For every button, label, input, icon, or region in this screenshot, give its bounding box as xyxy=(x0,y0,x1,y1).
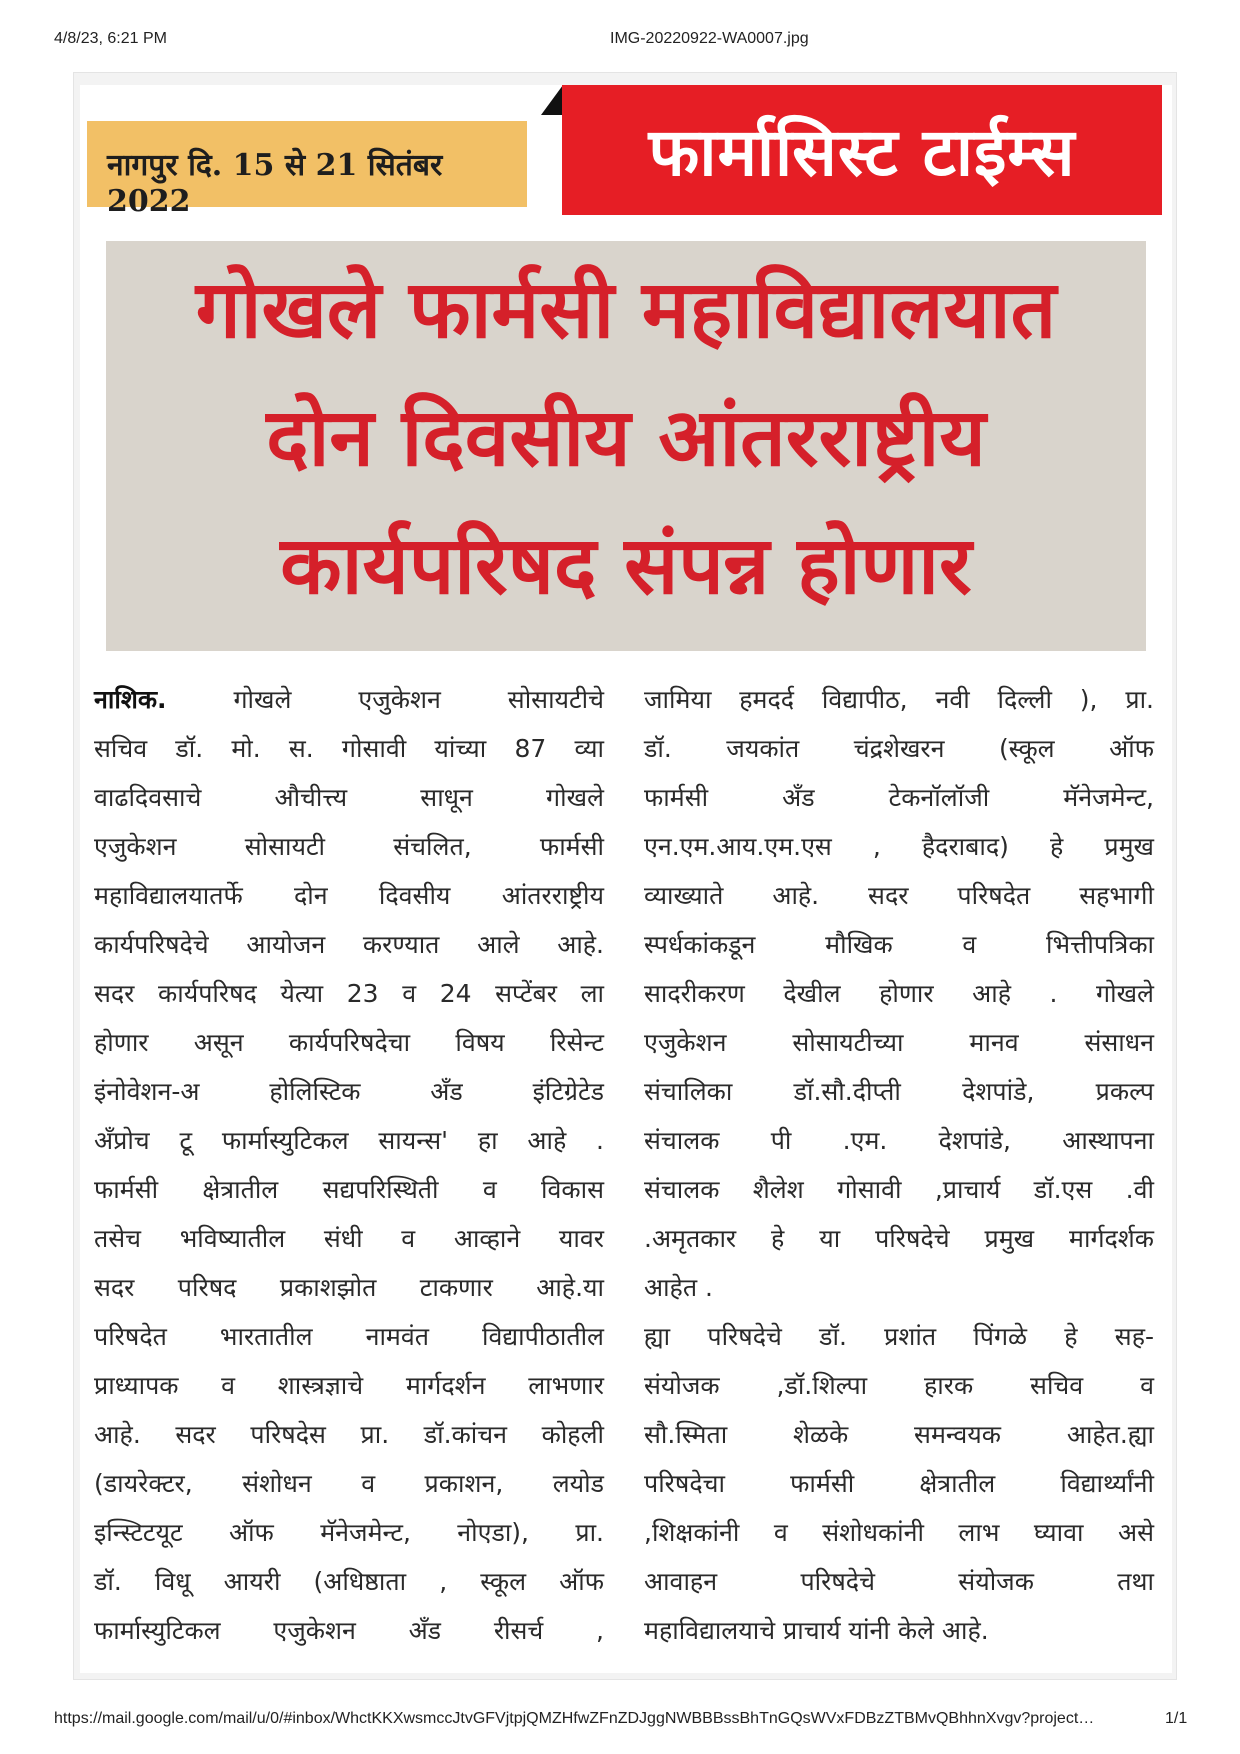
headline-line-2: दोन दिवसीय आंतरराष्ट्रीय xyxy=(266,391,986,484)
article-line: होणार असून कार्यपरिषदेचा विषय रिसेन्ट xyxy=(94,1028,604,1057)
article-line: सदर कार्यपरिषद येत्या 23 व 24 सप्टेंबर ला xyxy=(94,979,604,1008)
article-line: सादरीकरण देखील होणार आहे . गोखले xyxy=(644,979,1154,1008)
article-line: ह्या परिषदेचे डॉ. प्रशांत पिंगळे हे सह- xyxy=(644,1322,1154,1351)
masthead xyxy=(562,85,1162,215)
article-line: स्पर्धकांकडून मौखिक व भित्तीपत्रिका xyxy=(644,930,1154,959)
print-footer xyxy=(0,1700,1240,1740)
article-line: इन्स्टिटयूट ऑफ मॅनेजमेन्ट, नोएडा), प्रा. xyxy=(94,1518,604,1547)
article-line: संचालक पी .एम. देशपांडे, आस्थापना xyxy=(644,1126,1154,1155)
article-line: व्याख्याते आहे. सदर परिषदेत सहभागी xyxy=(644,881,1154,910)
print-filename: IMG-20220922-WA0007.jpg xyxy=(610,30,809,47)
article-column-left xyxy=(94,675,604,1655)
print-url: https://mail.google.com/mail/u/0/#inbox/WhctKKXwsmccJtvGFVjtpjQMZHfwZFnZDJggNWBBBssBhTnGQsWVxFDBzZTBMvQBhhnXvgv?project… xyxy=(54,1710,1095,1727)
article-line: सौ.स्मिता शेळके समन्वयक आहेत.ह्या xyxy=(644,1420,1154,1449)
headline-line-3: कार्यपरिषद संपन्न होणार xyxy=(280,519,972,612)
article-line: अँप्रोच टू फार्मास्युटिकल सायन्स' हा आहे . xyxy=(94,1126,604,1155)
article-line: तसेच भविष्यातील संधी व आव्हाने यावर xyxy=(94,1224,604,1253)
dateline-band xyxy=(87,121,527,219)
article-first-line: गोखले एजुकेशन सोसायटीचे xyxy=(166,685,604,714)
article-line: .अमृतकार हे या परिषदेचे प्रमुख मार्गदर्शक xyxy=(644,1224,1154,1253)
article-line: फार्मास्युटिकल एजुकेशन अँड रीसर्च , xyxy=(94,1616,604,1645)
print-datetime: 4/8/23, 6:21 PM xyxy=(54,30,167,47)
print-header xyxy=(0,0,1240,80)
article-line: फार्मसी अँड टेकनॉलॉजी मॅनेजमेन्ट, xyxy=(644,783,1154,812)
article-line: डॉ. विधू आयरी (अधिष्ठाता , स्कूल ऑफ xyxy=(94,1567,604,1596)
article-line: फार्मसी क्षेत्रातील सद्यपरिस्थिती व विकास xyxy=(94,1175,604,1204)
headline-line-1: गोखले फार्मसी महाविद्यालयात xyxy=(195,263,1057,356)
print-page-number: 1/1 xyxy=(1165,1710,1188,1727)
article-line: सदर परिषद प्रकाशझोत टाकणार आहे.या xyxy=(94,1273,604,1302)
article-line: जामिया हमदर्द विद्यापीठ, नवी दिल्ली ), प्रा. xyxy=(644,685,1154,714)
article-line: एजुकेशन सोसायटी संचलित, फार्मसी xyxy=(94,832,604,861)
clipping-page xyxy=(80,85,1172,1673)
issue-dateline: नागपुर दि. 15 से 21 सितंबर 2022 xyxy=(107,148,443,219)
article-line: संयोजक ,डॉ.शिल्पा हारक सचिव व xyxy=(644,1371,1154,1400)
article-line xyxy=(94,675,604,724)
article-line: वाढदिवसाचे औचीत्त्य साधून गोखले xyxy=(94,783,604,812)
article-place: नाशिक. xyxy=(94,685,167,714)
article-line: ,शिक्षकांनी व संशोधकांनी लाभ घ्यावा असे xyxy=(644,1518,1154,1547)
article-line: इंनोवेशन-अ होलिस्टिक अँड इंटिग्रेटेड xyxy=(94,1077,604,1106)
article-line: डॉ. जयकांत चंद्रशेखरन (स्कूल ऑफ xyxy=(644,734,1154,763)
article-line: परिषदेचा फार्मसी क्षेत्रातील विद्यार्थ्यांनी xyxy=(644,1469,1154,1498)
article-line: आवाहन परिषदेचे संयोजक तथा xyxy=(644,1567,1154,1596)
article-line: महाविद्यालयाचे प्राचार्य यांनी केले आहे. xyxy=(644,1616,989,1645)
article-line: संचालिका डॉ.सौ.दीप्ती देशपांडे, प्रकल्प xyxy=(644,1077,1154,1106)
article-line: महाविद्यालयातर्फे दोन दिवसीय आंतरराष्ट्रीय xyxy=(94,881,604,910)
article-line: आहेत . xyxy=(644,1273,713,1302)
article-line: परिषदेत भारतातील नामवंत विद्यापीठातील xyxy=(94,1322,604,1351)
article-line: एजुकेशन सोसायटीच्या मानव संसाधन xyxy=(644,1028,1154,1057)
newspaper-clipping xyxy=(73,72,1177,1680)
masthead-corner xyxy=(541,85,563,115)
article-line: संचालक शैलेश गोसावी ,प्राचार्य डॉ.एस .वी xyxy=(644,1175,1154,1204)
article-line: प्राध्यापक व शास्त्रज्ञाचे मार्गदर्शन लाभणार xyxy=(94,1371,604,1400)
article-line: एन.एम.आय.एम.एस , हैदराबाद) हे प्रमुख xyxy=(644,832,1154,861)
article-line: सचिव डॉ. मो. स. गोसावी यांच्या 87 व्या xyxy=(94,734,604,763)
headline-box xyxy=(106,241,1146,651)
article-line: आहे. सदर परिषदेस प्रा. डॉ.कांचन कोहली xyxy=(94,1420,604,1449)
article-column-right xyxy=(644,675,1154,1655)
newspaper-title: फार्मासिस्ट टाईम्स xyxy=(648,114,1076,191)
article-line: कार्यपरिषदेचे आयोजन करण्यात आले आहे. xyxy=(94,930,604,959)
article-line: (डायरेक्टर, संशोधन व प्रकाशन, लयोड xyxy=(94,1469,604,1498)
